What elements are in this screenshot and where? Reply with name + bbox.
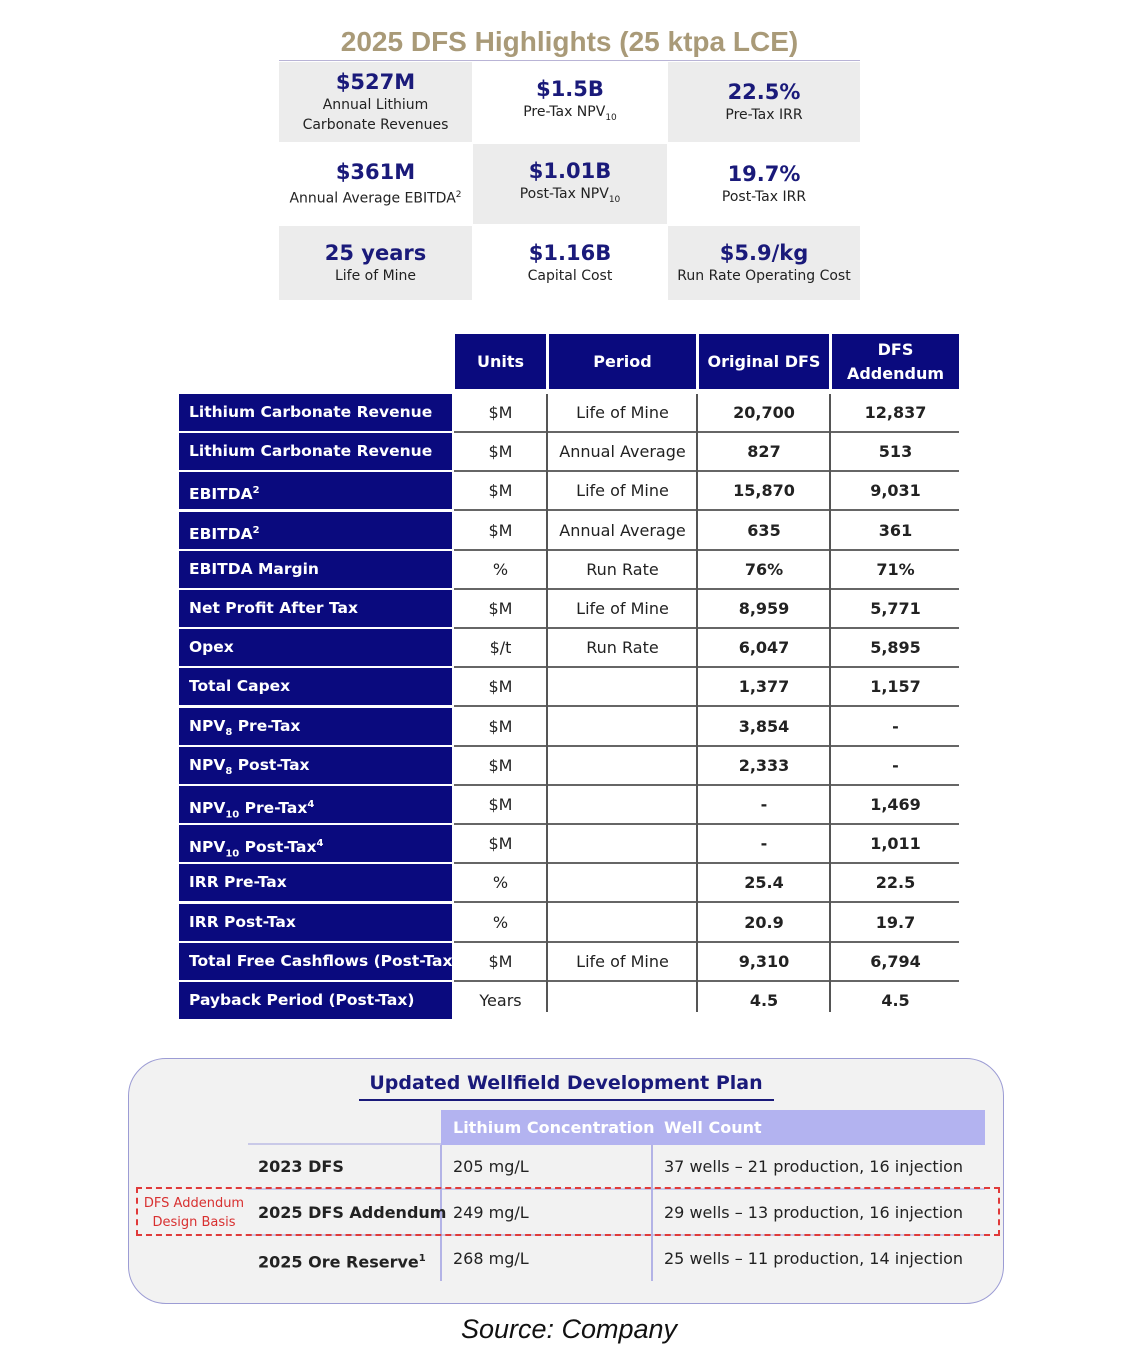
table-row bbox=[179, 904, 959, 943]
highlight-pretax-irr bbox=[668, 62, 860, 142]
highlight-value: 25 years bbox=[324, 241, 427, 265]
row-label: Total Free Cashflows (Post-Tax) bbox=[179, 943, 452, 980]
cell-original-dfs: 9,310 bbox=[738, 951, 790, 971]
highlight-pretax-npv bbox=[473, 62, 667, 142]
row-label: $NPV_8$ Pre-Tax bbox=[179, 708, 452, 745]
column-divider bbox=[829, 394, 831, 1012]
highlight-label: Carbonate Revenues bbox=[302, 117, 449, 133]
cell-dfs-addendum: 9,031 bbox=[870, 481, 921, 501]
wellfield-title-underline bbox=[359, 1099, 774, 1101]
wellfield-row-concentration: 268 mg/L bbox=[453, 1249, 529, 1268]
cell-period: Run Rate bbox=[586, 559, 659, 579]
column-divider bbox=[696, 394, 698, 1012]
table-row bbox=[179, 747, 959, 786]
cell-original-dfs: 6,047 bbox=[738, 638, 790, 658]
highlight-value: $361M bbox=[335, 160, 416, 185]
wellfield-row-wells: 37 wells – 21 production, 16 injection bbox=[664, 1157, 964, 1176]
cell-original-dfs: 76% bbox=[744, 559, 784, 579]
cell-units: $M bbox=[488, 755, 513, 775]
wellfield-header-concentration: Lithium Concentration bbox=[453, 1118, 655, 1137]
wellfield-title: Updated Wellfield Development Plan bbox=[369, 1072, 763, 1094]
highlight-label: Life of Mine bbox=[334, 268, 417, 284]
source-note: Source: Company bbox=[460, 1314, 678, 1344]
cell-period: Life of Mine bbox=[576, 481, 669, 501]
cell-original-dfs: 827 bbox=[747, 442, 781, 462]
table-row bbox=[179, 394, 959, 433]
table-row bbox=[179, 433, 959, 472]
highlight-revenue bbox=[279, 62, 472, 142]
highlights-title: 2025 DFS Highlights (25 ktpa LCE) bbox=[340, 26, 799, 57]
design-basis-note: DFS Addendum Design Basis bbox=[143, 1196, 245, 1230]
wellfield-row-name: 2025 DFS Addendum bbox=[258, 1203, 447, 1222]
cell-units: $M bbox=[488, 403, 513, 422]
wellfield-row-name: 2023 DFS bbox=[258, 1157, 344, 1176]
row-label: EBITDA$^2$ bbox=[179, 472, 452, 509]
highlight-label: Annual Average EBITDA$^2$ bbox=[289, 190, 462, 207]
highlight-value: $527M bbox=[335, 70, 416, 94]
cell-units: % bbox=[492, 912, 509, 932]
table-row bbox=[179, 472, 959, 511]
cell-dfs-addendum: 1,157 bbox=[870, 677, 921, 697]
cell-units: $M bbox=[488, 834, 513, 854]
cell-period bbox=[549, 825, 696, 862]
row-label: Payback Period (Post-Tax) bbox=[179, 982, 452, 1019]
cell-units: $/t bbox=[489, 638, 512, 658]
row-label: Opex bbox=[179, 629, 452, 666]
cell-original-dfs: 635 bbox=[747, 520, 781, 540]
cell-original-dfs: 20,700 bbox=[733, 403, 795, 422]
header-period: Period bbox=[549, 334, 696, 389]
cell-dfs-addendum: 12,837 bbox=[864, 403, 927, 422]
table-row bbox=[179, 982, 959, 1021]
cell-original-dfs: 25.4 bbox=[744, 873, 784, 893]
cell-original-dfs: 2,333 bbox=[738, 755, 790, 775]
highlight-label: Annual Lithium bbox=[322, 97, 429, 113]
highlight-value: 19.7% bbox=[727, 162, 801, 186]
row-label: IRR Pre-Tax bbox=[179, 864, 452, 901]
table-row bbox=[179, 551, 959, 590]
cell-original-dfs: 15,870 bbox=[733, 481, 795, 501]
cell-dfs-addendum: 4.5 bbox=[881, 991, 910, 1010]
cell-dfs-addendum: 1,011 bbox=[870, 834, 921, 854]
cell-dfs-addendum: 5,895 bbox=[870, 638, 921, 658]
cell-period bbox=[549, 708, 696, 745]
wellfield-header-well-count: Well Count bbox=[664, 1118, 762, 1137]
cell-original-dfs: 20.9 bbox=[744, 912, 784, 932]
row-label: $NPV_8$ Post-Tax bbox=[179, 747, 452, 784]
highlight-ebitda bbox=[279, 144, 472, 224]
cell-units: $M bbox=[488, 795, 513, 814]
highlight-label: Pre-Tax $NPV_{10}$ bbox=[523, 104, 617, 123]
cell-original-dfs: - bbox=[760, 795, 768, 814]
cell-period: Annual Average bbox=[559, 442, 686, 462]
highlight-operating-cost bbox=[668, 226, 860, 300]
cell-dfs-addendum: 513 bbox=[878, 442, 913, 462]
table-row bbox=[179, 668, 959, 707]
design-basis-highlight bbox=[136, 1187, 1000, 1236]
cell-period: Annual Average bbox=[559, 520, 686, 540]
cell-period bbox=[549, 747, 696, 784]
cell-units: $M bbox=[488, 716, 513, 736]
highlight-label: Post-Tax IRR bbox=[721, 189, 807, 205]
wellfield-row-name: 2025 Ore Reserve$^1$ bbox=[258, 1252, 426, 1272]
row-label: $NPV_{10}$ Pre-Tax$^4$ bbox=[179, 786, 452, 823]
highlight-value: $1.16B bbox=[528, 241, 612, 265]
cell-units: % bbox=[492, 873, 509, 893]
wellfield-row-divider bbox=[248, 1143, 441, 1145]
cell-period bbox=[549, 786, 696, 823]
cell-original-dfs: - bbox=[760, 834, 768, 854]
cell-period bbox=[549, 864, 696, 901]
table-row bbox=[179, 864, 959, 903]
highlight-label: Post-Tax $NPV_{10}$ bbox=[519, 186, 621, 205]
cell-units: % bbox=[492, 559, 509, 579]
wellfield-row-wells: 29 wells – 13 production, 16 injection bbox=[664, 1203, 964, 1222]
table-row bbox=[179, 825, 959, 864]
cell-original-dfs: 1,377 bbox=[738, 677, 790, 697]
cell-original-dfs: 8,959 bbox=[738, 599, 790, 618]
header-dfs-addendum: DFS Addendum bbox=[832, 334, 959, 389]
highlight-value: 22.5% bbox=[727, 80, 801, 104]
cell-units: $M bbox=[488, 520, 513, 540]
header-units: Units bbox=[455, 334, 546, 389]
cell-dfs-addendum: 22.5 bbox=[875, 873, 916, 893]
table-row bbox=[179, 512, 959, 551]
cell-dfs-addendum: 19.7 bbox=[875, 912, 916, 932]
highlight-value: $1.01B bbox=[528, 159, 612, 184]
row-label: EBITDA Margin bbox=[179, 551, 452, 588]
row-label: EBITDA$^2$ bbox=[179, 512, 452, 549]
cell-units: $M bbox=[488, 481, 513, 501]
row-label: $NPV_{10}$ Post-Tax$^4$ bbox=[179, 825, 452, 862]
wellfield-row-wells: 25 wells – 11 production, 14 injection bbox=[664, 1249, 964, 1268]
highlights-grid bbox=[279, 62, 860, 300]
highlight-label: Pre-Tax IRR bbox=[725, 107, 803, 123]
wellfield-row-concentration: 249 mg/L bbox=[453, 1203, 529, 1222]
cell-original-dfs: 3,854 bbox=[738, 716, 790, 736]
row-label: Net Profit After Tax bbox=[179, 590, 452, 627]
cell-period: Run Rate bbox=[586, 638, 659, 658]
cell-dfs-addendum: - bbox=[892, 755, 899, 775]
cell-dfs-addendum: 1,469 bbox=[870, 795, 921, 814]
cell-period: Life of Mine bbox=[576, 951, 669, 971]
cell-units: $M bbox=[488, 951, 513, 971]
highlight-label: Capital Cost bbox=[527, 268, 613, 284]
highlight-label: Run Rate Operating Cost bbox=[677, 268, 851, 284]
wellfield-row-concentration: 205 mg/L bbox=[453, 1157, 529, 1176]
highlight-value: $5.9/kg bbox=[719, 241, 809, 265]
highlight-life-of-mine bbox=[279, 226, 472, 300]
highlights-rule bbox=[279, 60, 860, 61]
cell-dfs-addendum: - bbox=[892, 716, 899, 736]
header-original-dfs: Original DFS bbox=[699, 334, 829, 389]
table-row bbox=[179, 786, 959, 825]
cell-period bbox=[549, 982, 696, 1019]
cell-dfs-addendum: 5,771 bbox=[870, 599, 921, 618]
cell-dfs-addendum: 361 bbox=[878, 520, 913, 540]
cell-original-dfs: 4.5 bbox=[749, 991, 779, 1010]
row-label: Lithium Carbonate Revenue bbox=[179, 433, 452, 470]
cell-period: Life of Mine bbox=[576, 599, 669, 618]
row-label: IRR Post-Tax bbox=[179, 904, 452, 941]
cell-period bbox=[549, 904, 696, 941]
row-label: Lithium Carbonate Revenue bbox=[179, 394, 452, 431]
table-row bbox=[179, 708, 959, 747]
cell-period bbox=[549, 668, 696, 705]
highlight-capital-cost bbox=[473, 226, 667, 300]
cell-units: $M bbox=[488, 677, 513, 697]
cell-dfs-addendum: 6,794 bbox=[870, 951, 921, 971]
highlight-value: $1.5B bbox=[536, 77, 604, 102]
cell-period: Life of Mine bbox=[576, 403, 669, 422]
cell-units: $M bbox=[488, 442, 513, 462]
cell-units: Years bbox=[479, 991, 522, 1010]
table-row bbox=[179, 943, 959, 982]
cell-dfs-addendum: 71% bbox=[876, 559, 915, 579]
table-row bbox=[179, 629, 959, 668]
row-label: Total Capex bbox=[179, 668, 452, 705]
highlight-posttax-irr bbox=[668, 144, 860, 224]
column-divider bbox=[546, 394, 548, 1012]
cell-units: $M bbox=[488, 599, 513, 618]
highlight-posttax-npv bbox=[473, 144, 667, 224]
table-row bbox=[179, 590, 959, 629]
